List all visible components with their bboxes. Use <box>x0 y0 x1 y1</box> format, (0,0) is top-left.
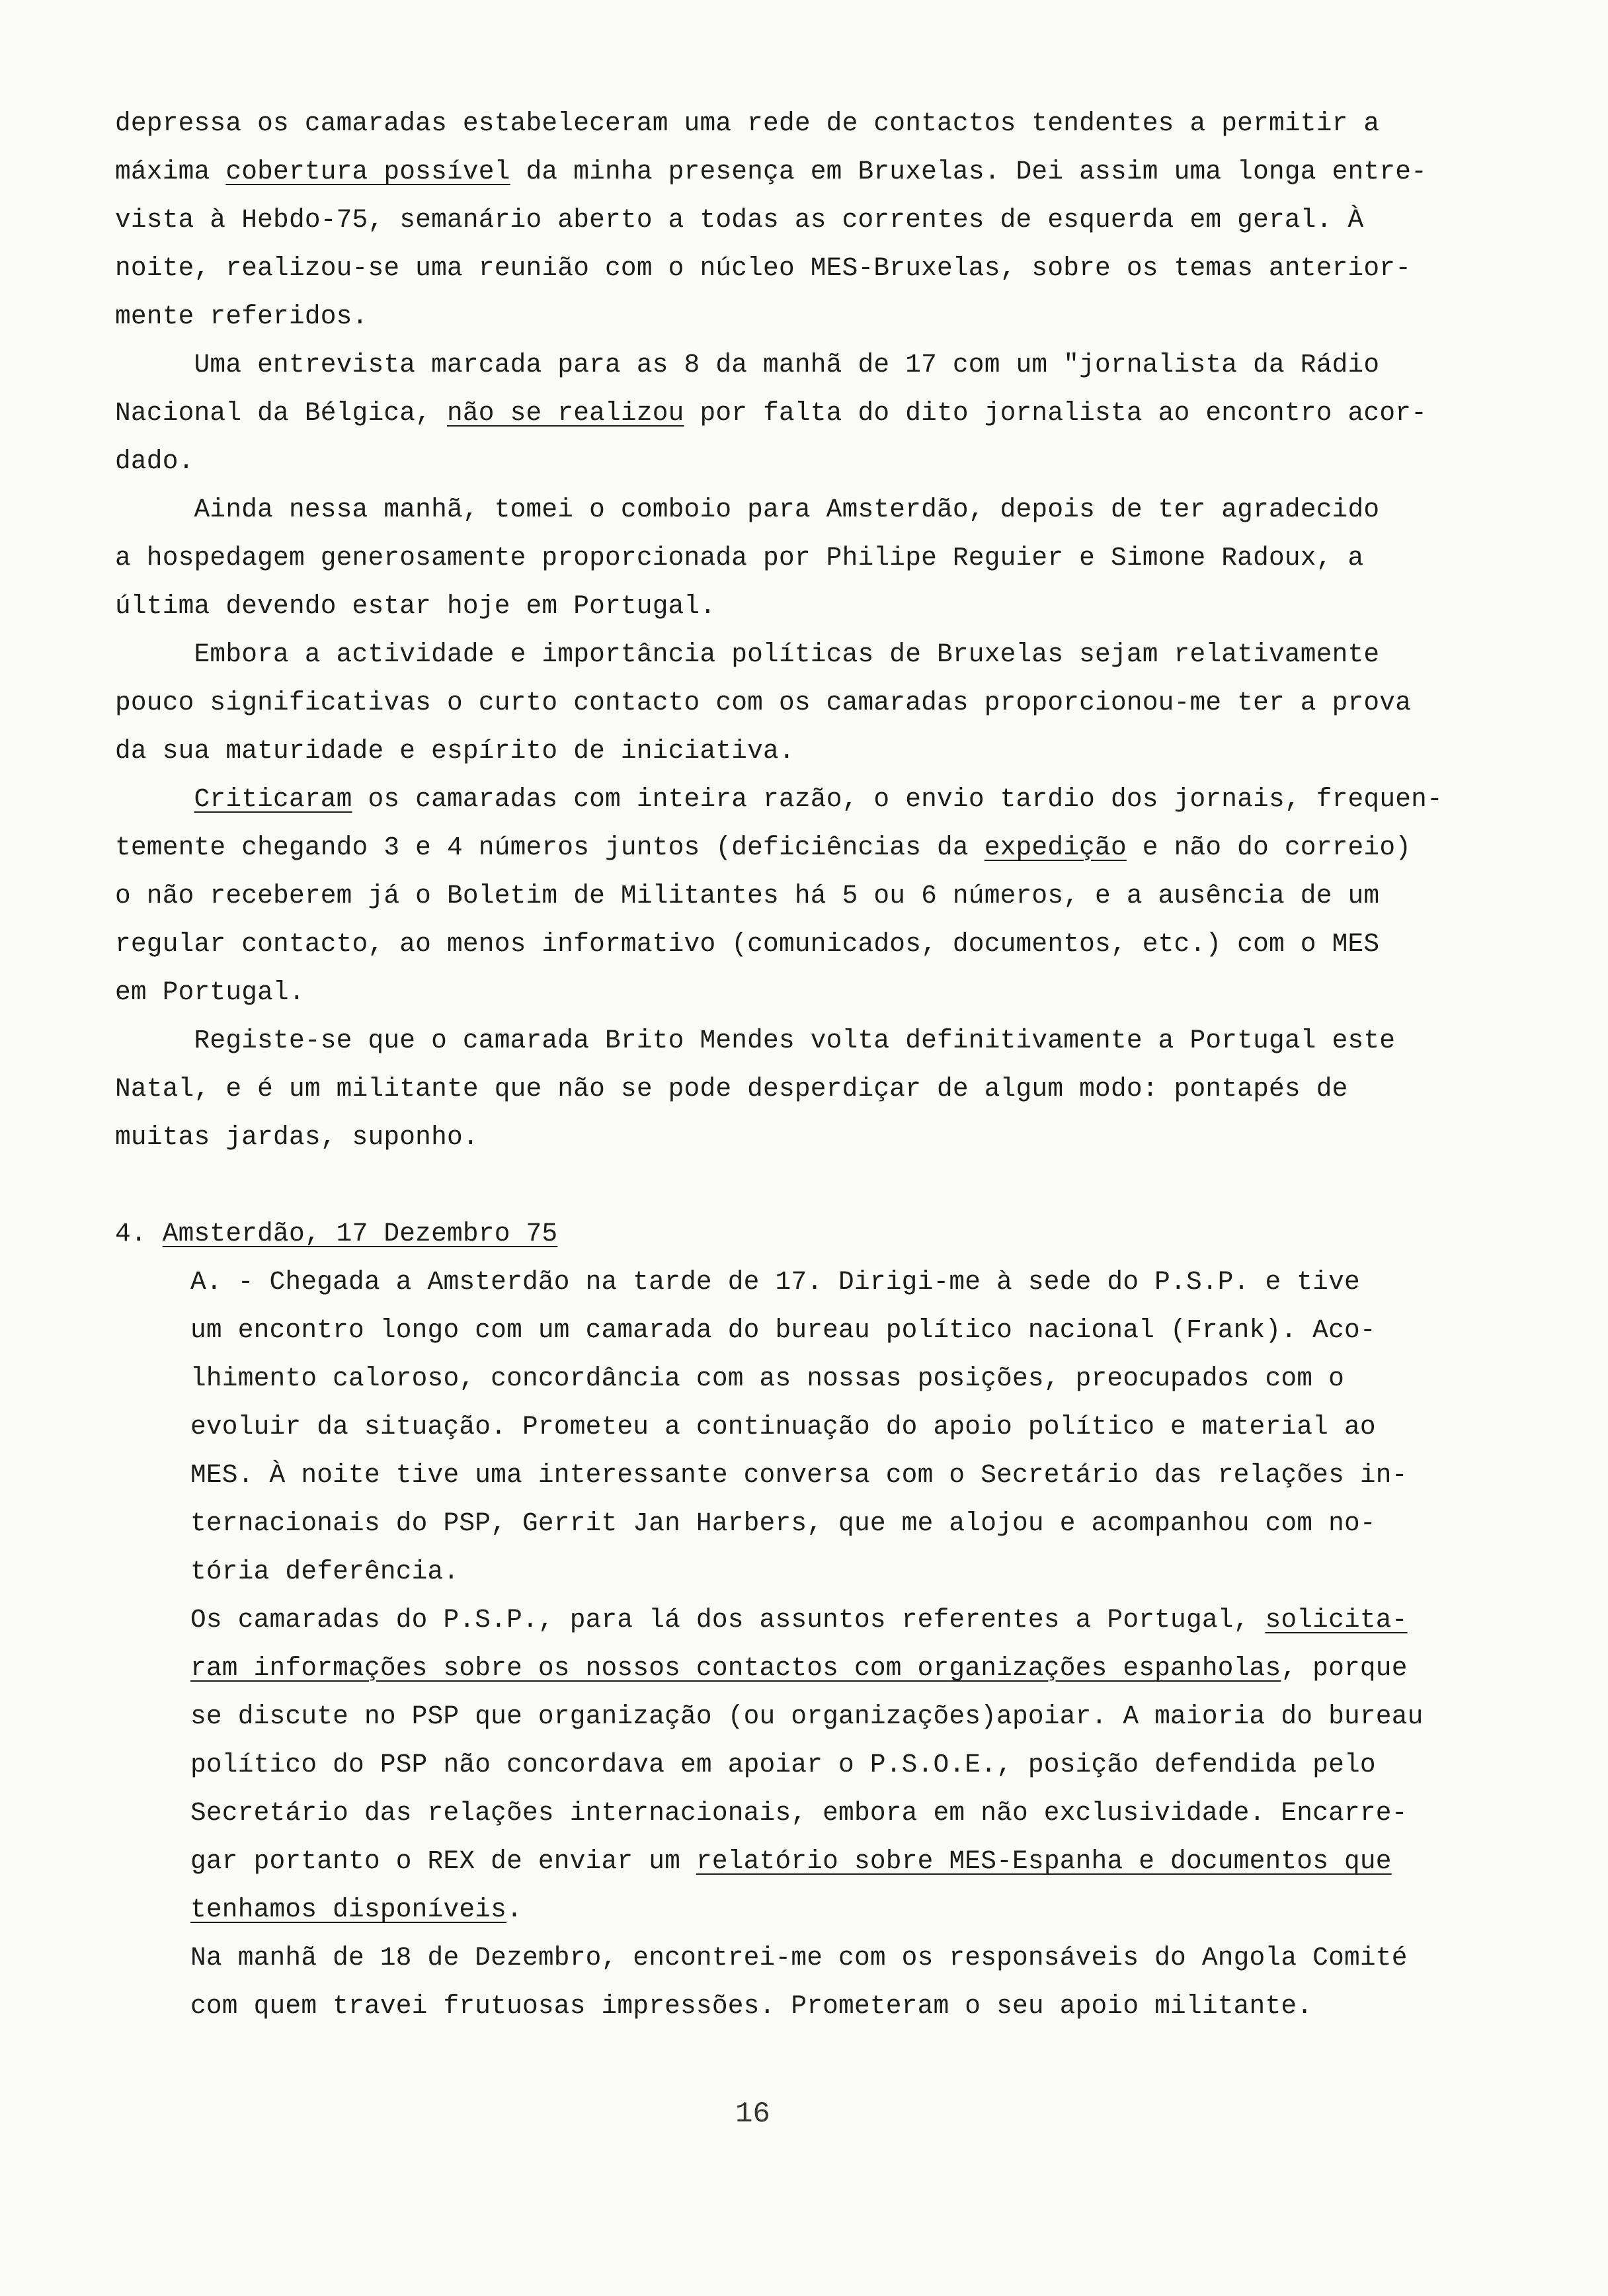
text-run: pouco significativas o curto contacto com os camaradas proporcionou-me ter a prova <box>115 688 1412 718</box>
text-line <box>190 1306 1510 1354</box>
text-run: Os camaradas do P.S.P., para lá dos assuntos referentes a Portugal, <box>190 1605 1266 1635</box>
text-run: ternacionais do PSP, Gerrit Jan Harbers, que me alojou e acompanhou com no- <box>190 1508 1376 1538</box>
text-run: se discute no PSP que organização (ou organizações)apoiar. A maioria do bureau <box>190 1702 1424 1731</box>
text-run: temente chegando 3 e 4 números juntos (deficiências da <box>115 833 985 862</box>
text-line <box>115 292 1510 341</box>
text-line <box>190 1982 1510 2030</box>
text-line <box>190 1596 1510 1644</box>
text-run: regular contacto, ao menos informativo (comunicados, documentos, etc.) com o MES <box>115 929 1380 959</box>
section-title: Amsterdão, 17 Dezembro 75 <box>162 1219 558 1249</box>
text-line <box>190 1789 1510 1837</box>
paragraph <box>115 630 1510 775</box>
underlined-text: Criticaram <box>194 784 352 814</box>
text-run: a hospedagem generosamente proporcionada por Philipe Reguier e Simone Radoux, a <box>115 543 1364 573</box>
text-line <box>115 678 1510 727</box>
text-run: mente referidos. <box>115 302 368 331</box>
text-run: da minha presença em Bruxelas. Dei assim uma longa entre- <box>510 157 1427 186</box>
document-body <box>115 99 1510 2030</box>
text-run: gar portanto o REX de enviar um <box>190 1846 696 1876</box>
text-run: depressa os camaradas estabeleceram uma rede de contactos tendentes a permitir a <box>115 108 1380 138</box>
text-line <box>190 1741 1510 1789</box>
text-run: Embora a actividade e importância políticas de Bruxelas sejam relativamente <box>115 639 1380 669</box>
text-line <box>115 99 1510 147</box>
text-run: , porque <box>1281 1653 1408 1683</box>
text-run: Secretário das relações internacionais, embora em não exclusividade. Encarre- <box>190 1798 1408 1828</box>
text-line <box>190 1258 1510 1306</box>
underlined-text: expedição <box>984 833 1127 862</box>
text-line <box>115 341 1510 389</box>
underlined-text: cobertura possível <box>225 157 510 186</box>
text-line <box>115 920 1510 968</box>
text-line <box>190 1499 1510 1547</box>
section-heading <box>115 1210 1510 1258</box>
paragraph <box>190 1258 1510 1596</box>
text-line <box>115 1113 1510 1161</box>
section-gap <box>115 1161 1510 1210</box>
underlined-text: tenhamos disponíveis <box>190 1895 507 1924</box>
section-number: 4. <box>115 1219 163 1249</box>
paragraph <box>115 775 1510 1016</box>
text-line <box>115 582 1510 630</box>
paragraph <box>115 341 1510 485</box>
text-run: Registe-se que o camarada Brito Mendes volta definitivamente a Portugal este <box>115 1026 1396 1055</box>
text-run: Nacional da Bélgica, <box>115 398 447 428</box>
text-line <box>115 775 1510 823</box>
underlined-text: ram informações sobre os nossos contactos com organizações espanholas <box>190 1653 1281 1683</box>
text-run: e não do correio) <box>1126 833 1412 862</box>
text-run: por falta do dito jornalista ao encontro acor- <box>684 398 1427 428</box>
text-run: dado. <box>115 446 194 476</box>
text-line <box>115 872 1510 920</box>
text-run: Ainda nessa manhã, tomei o comboio para Amsterdão, depois de ter agradecido <box>115 495 1380 524</box>
underlined-text: solicita- <box>1265 1605 1408 1635</box>
text-run: Na manhã de 18 de Dezembro, encontrei-me com os responsáveis do Angola Comité <box>190 1943 1408 1973</box>
text-run: muitas jardas, suponho. <box>115 1122 479 1152</box>
main-paragraphs <box>115 99 1510 1161</box>
text-run: os camaradas com inteira razão, o envio tardio dos jornais, frequen- <box>352 784 1443 814</box>
underlined-text: não se realizou <box>446 398 684 428</box>
text-line <box>190 1692 1510 1741</box>
text-line <box>190 1934 1510 1982</box>
text-run: da sua maturidade e espírito de iniciativa. <box>115 736 795 766</box>
paragraph <box>115 1016 1510 1161</box>
text-run: vista à Hebdo-75, semanário aberto a todas as correntes de esquerda em geral. À <box>115 205 1364 235</box>
text-run: Natal, e é um militante que não se pode desperdiçar de algum modo: pontapés de <box>115 1074 1348 1104</box>
text-run: evoluir da situação. Prometeu a continuação do apoio político e material ao <box>190 1412 1376 1442</box>
text-line <box>115 196 1510 244</box>
text-run: tória deferência. <box>190 1557 460 1586</box>
text-run <box>115 784 194 814</box>
text-line <box>190 1403 1510 1451</box>
text-line <box>190 1885 1510 1934</box>
text-run: o não receberem já o Boletim de Militantes há 5 ou 6 números, e a ausência de um <box>115 881 1380 911</box>
page-number: 16 <box>735 2098 770 2131</box>
text-run: Uma entrevista marcada para as 8 da manhã de 17 com um "jornalista da Rádio <box>115 350 1380 380</box>
text-run: última devendo estar hoje em Portugal. <box>115 591 716 621</box>
text-run: noite, realizou-se uma reunião com o núcleo MES-Bruxelas, sobre os temas anterior- <box>115 253 1412 283</box>
paragraph <box>115 99 1510 341</box>
paragraph <box>115 485 1510 630</box>
text-run: máxima <box>115 157 226 186</box>
text-run: em Portugal. <box>115 977 305 1007</box>
paragraph <box>190 1596 1510 1934</box>
text-line <box>190 1354 1510 1403</box>
text-line <box>190 1451 1510 1499</box>
text-run: com quem travei frutuosas impressões. Prometeram o seu apoio militante. <box>190 1991 1313 2021</box>
text-run: político do PSP não concordava em apoiar o P.S.O.E., posição defendida pelo <box>190 1750 1376 1780</box>
text-line <box>190 1547 1510 1596</box>
text-line <box>115 389 1510 437</box>
text-run: MES. À noite tive uma interessante conversa com o Secretário das relações in- <box>190 1460 1408 1490</box>
text-run: . <box>506 1895 522 1924</box>
text-line <box>115 437 1510 485</box>
text-line <box>115 485 1510 534</box>
text-line <box>115 1065 1510 1113</box>
text-line <box>190 1644 1510 1692</box>
text-line <box>115 823 1510 872</box>
text-line <box>115 534 1510 582</box>
text-line <box>115 1016 1510 1065</box>
text-run: lhimento caloroso, concordância com as nossas posições, preocupados com o <box>190 1364 1344 1393</box>
text-run: um encontro longo com um camarada do bureau político nacional (Frank). Aco- <box>190 1315 1376 1345</box>
paragraph <box>190 1934 1510 2030</box>
text-line <box>115 968 1510 1016</box>
text-line <box>115 630 1510 678</box>
text-line <box>190 1837 1510 1885</box>
underlined-text: relatório sobre MES-Espanha e documentos que <box>696 1846 1392 1876</box>
section-paragraphs <box>190 1258 1510 2030</box>
text-line <box>115 147 1510 196</box>
text-line <box>115 244 1510 292</box>
text-line <box>115 727 1510 775</box>
text-run: A. - Chegada a Amsterdão na tarde de 17. Dirigi-me à sede do P.S.P. e tive <box>190 1267 1360 1297</box>
